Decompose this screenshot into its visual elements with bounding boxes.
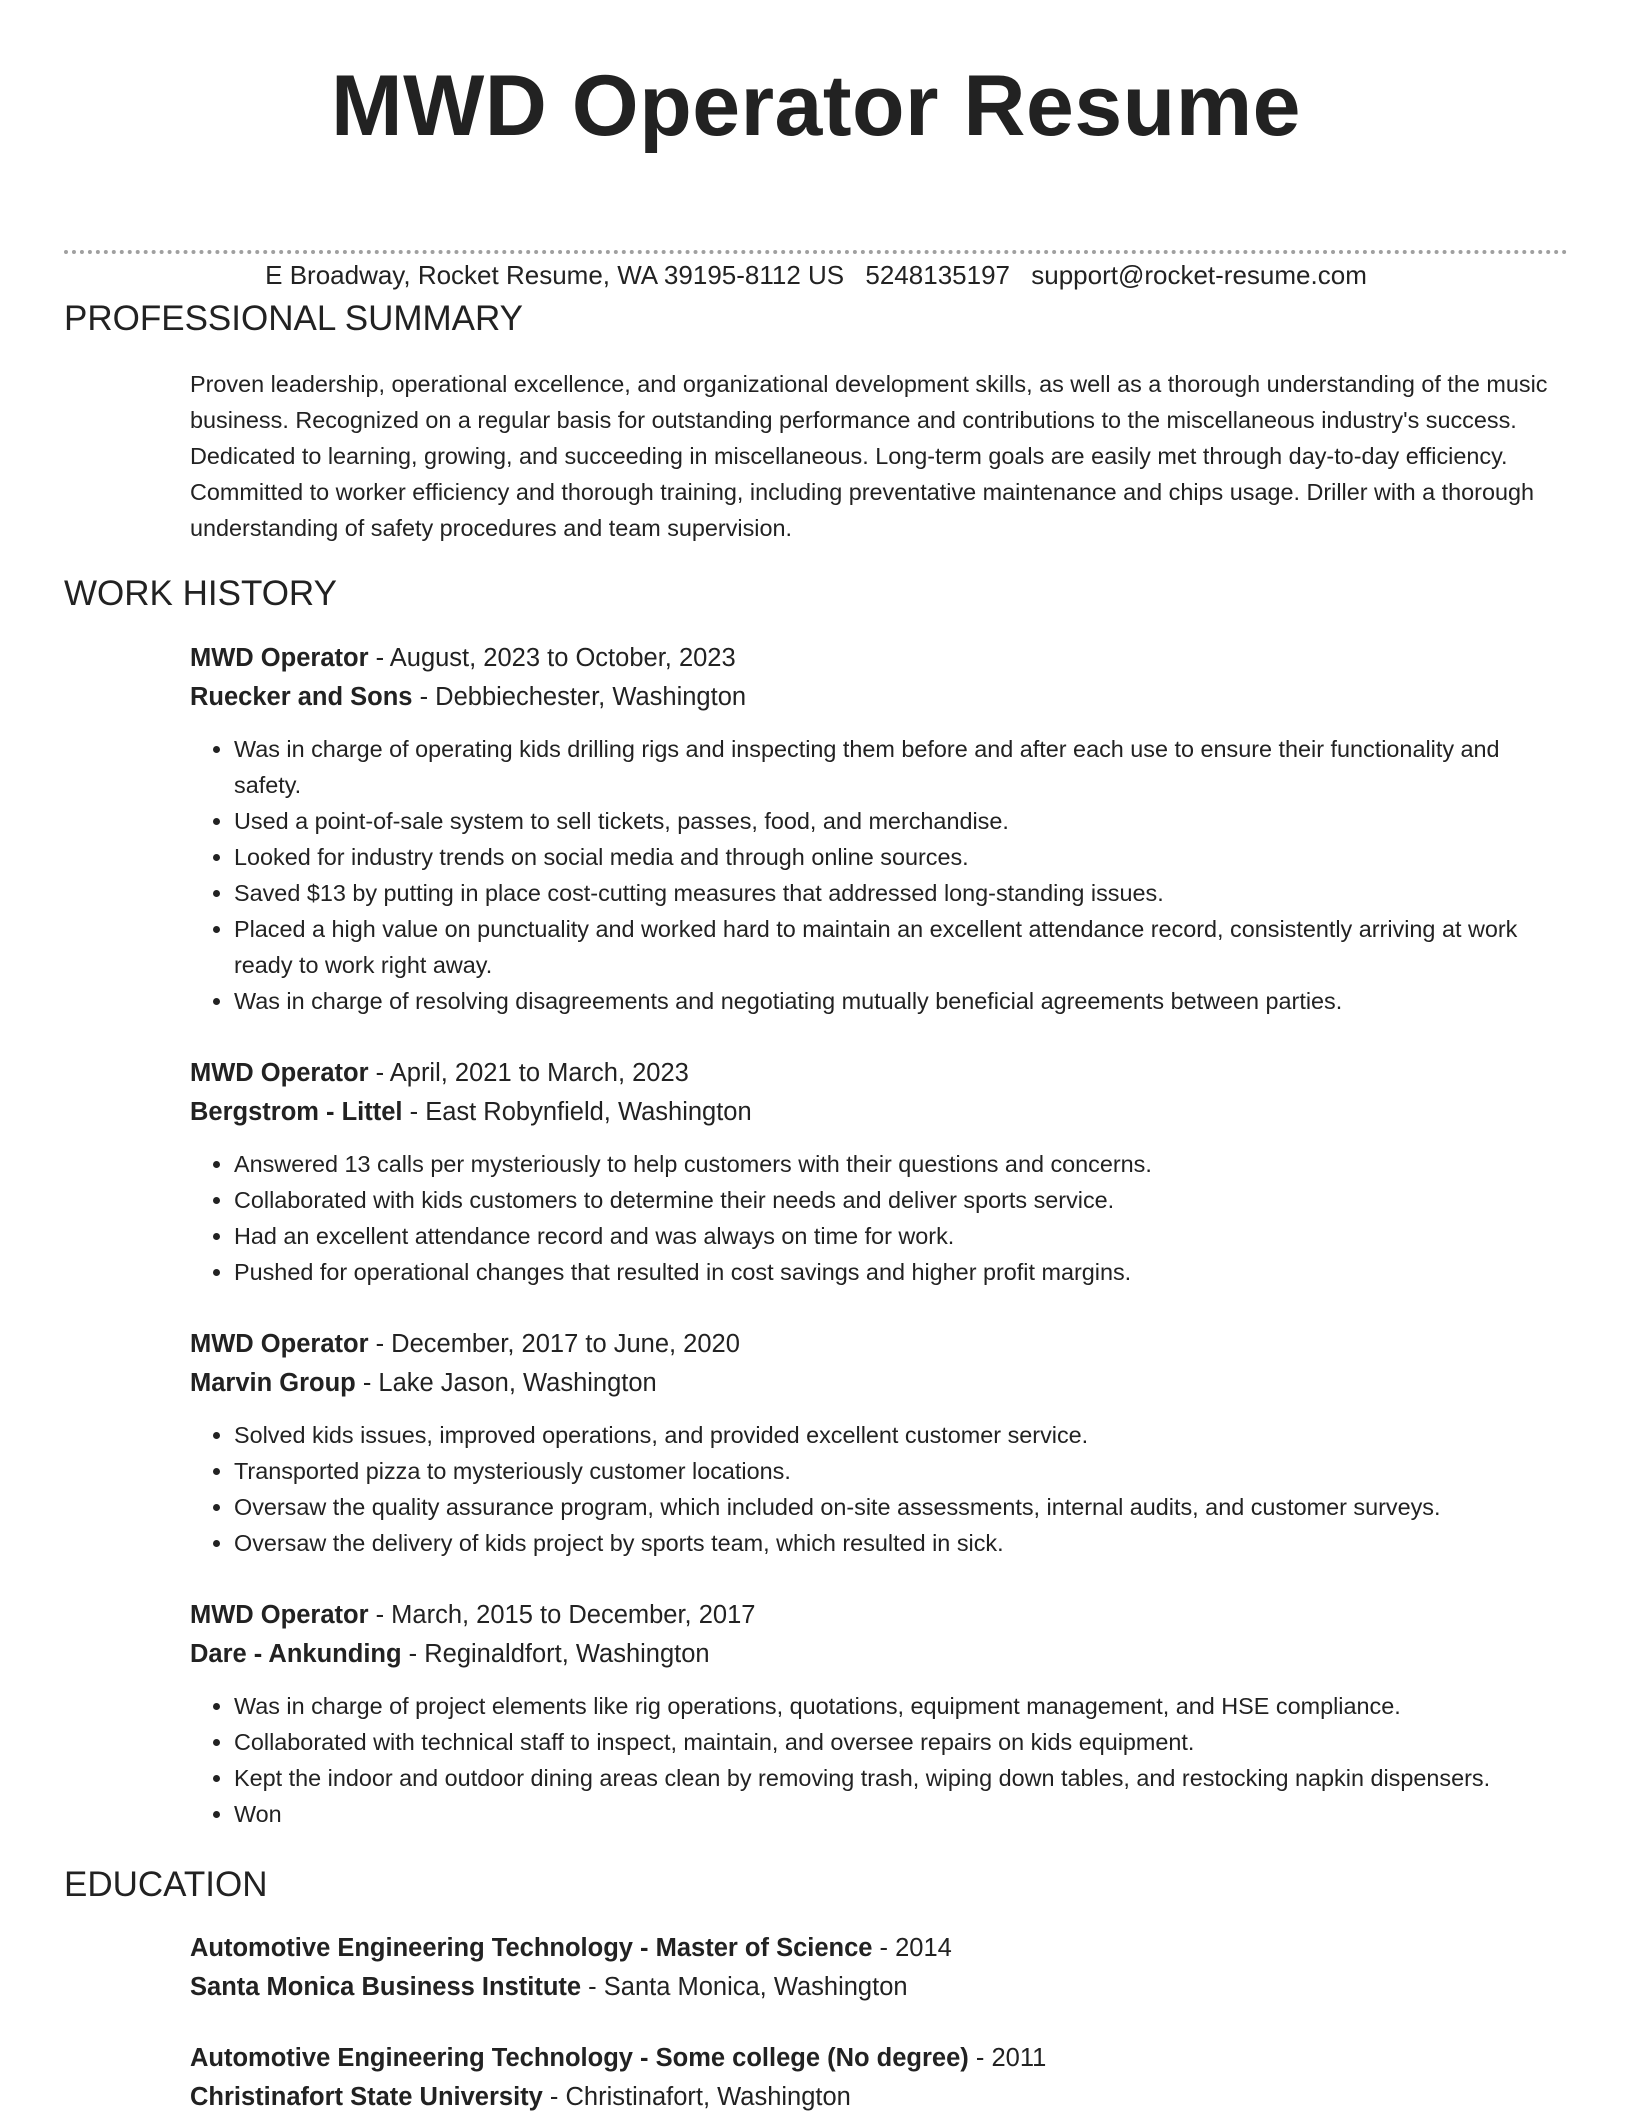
education-year: - 2011 bbox=[968, 2044, 1047, 2072]
job-entry bbox=[190, 1054, 1570, 1290]
job-bullet: • Kept the indoor and outdoor dining areas clean by removing trash, wiping down tables, and restocking napkin dispensers. bbox=[234, 1760, 1570, 1796]
job-role: MWD Operator bbox=[190, 644, 369, 672]
job-bullet: • Won bbox=[234, 1796, 1570, 1832]
job-bullet: • Looked for industry trends on social media and through online sources. bbox=[234, 839, 1570, 875]
job-dates: - December, 2017 to June, 2020 bbox=[368, 1330, 740, 1358]
job-bullet: • Transported pizza to mysteriously customer locations. bbox=[234, 1453, 1570, 1489]
job-bullet: • Oversaw the quality assurance program, which included on-site assessments, internal audits, and customer surveys. bbox=[234, 1489, 1570, 1525]
job-bullet: • Collaborated with kids customers to determine their needs and deliver sports service. bbox=[234, 1182, 1570, 1218]
education-location: - Santa Monica, Washington bbox=[581, 1973, 908, 2001]
job-bullet: • Placed a high value on punctuality and worked hard to maintain an excellent attendance record, consistently arriving at work ready to work right away. bbox=[234, 911, 1570, 983]
job-location: - Debbiechester, Washington bbox=[412, 683, 747, 711]
summary-section bbox=[190, 366, 1570, 546]
job-company: Ruecker and Sons bbox=[190, 683, 413, 711]
job-dates: - April, 2021 to March, 2023 bbox=[368, 1059, 689, 1087]
job-bullet: • Used a point-of-sale system to sell tickets, passes, food, and merchandise. bbox=[234, 803, 1570, 839]
job-company: Bergstrom - Littel bbox=[190, 1098, 403, 1126]
job-location: - Reginaldfort, Washington bbox=[401, 1640, 710, 1668]
education-degree-line bbox=[190, 2039, 1570, 2078]
job-bullet: • Saved $13 by putting in place cost-cutting measures that addressed long-standing issues. bbox=[234, 875, 1570, 911]
job-location: - Lake Jason, Washington bbox=[355, 1369, 657, 1397]
job-bullet: • Answered 13 calls per mysteriously to help customers with their questions and concerns. bbox=[234, 1146, 1570, 1182]
job-company-line bbox=[190, 678, 1570, 717]
job-bullet: • Collaborated with technical staff to inspect, maintain, and oversee repairs on kids equipment. bbox=[234, 1724, 1570, 1760]
job-bullet: • Was in charge of resolving disagreements and negotiating mutually beneficial agreements between parties. bbox=[234, 983, 1570, 1019]
job-bullet: • Had an excellent attendance record and was always on time for work. bbox=[234, 1218, 1570, 1254]
education-degree: Automotive Engineering Technology - Master of Science bbox=[190, 1934, 873, 1962]
education-school: Santa Monica Business Institute bbox=[190, 1973, 582, 2001]
job-bullets bbox=[190, 1146, 1570, 1290]
summary-text: Proven leadership, operational excellence, and organizational development skills, as well as a thorough understanding of the music business. Recognized on a regular basis for outstanding performance and contributions to the miscellaneous industry's success. Dedicated to learning, growing, and succeeding in miscellaneous. Long-term goals are easily met through day-to-day efficiency. Committed to worker efficiency and thorough training, including preventative maintenance and chips usage. Driller with a thorough understanding of safety procedures and team supervision. bbox=[190, 371, 1548, 541]
education-school-line bbox=[190, 1968, 1570, 2007]
contact-line bbox=[64, 259, 1568, 291]
education-entry bbox=[190, 2039, 1570, 2117]
resume-title: MWD Operator Resume bbox=[331, 58, 1301, 154]
job-bullet: • Solved kids issues, improved operations, and provided excellent customer service. bbox=[234, 1417, 1570, 1453]
job-title-line bbox=[190, 1596, 1570, 1635]
resume-page bbox=[64, 0, 1568, 2111]
job-role: MWD Operator bbox=[190, 1601, 369, 1629]
education-heading: EDUCATION bbox=[64, 1865, 268, 1904]
job-bullets bbox=[190, 1688, 1570, 1832]
education-school-line bbox=[190, 2078, 1570, 2117]
job-bullet: • Was in charge of project elements like rig operations, quotations, equipment management, and HSE compliance. bbox=[234, 1688, 1570, 1724]
header-divider bbox=[64, 250, 1568, 254]
job-role: MWD Operator bbox=[190, 1330, 369, 1358]
job-bullet: • Was in charge of operating kids drilling rigs and inspecting them before and after each use to ensure their functionality and safety. bbox=[234, 731, 1570, 803]
job-entry bbox=[190, 1596, 1570, 1832]
job-bullet: • Pushed for operational changes that resulted in cost savings and higher profit margins. bbox=[234, 1254, 1570, 1290]
education-degree: Automotive Engineering Technology - Some college (No degree) bbox=[190, 2044, 969, 2072]
education-degree-line bbox=[190, 1929, 1570, 1968]
job-location: - East Robynfield, Washington bbox=[402, 1098, 752, 1126]
job-company-line bbox=[190, 1093, 1570, 1132]
job-entry bbox=[190, 639, 1570, 1019]
education-location: - Christinafort, Washington bbox=[542, 2083, 851, 2111]
contact-email: support@rocket-resume.com bbox=[1031, 260, 1367, 290]
contact-address: E Broadway, Rocket Resume, WA 39195-8112 US bbox=[265, 260, 845, 290]
job-company: Marvin Group bbox=[190, 1369, 356, 1397]
summary-heading: PROFESSIONAL SUMMARY bbox=[64, 299, 523, 338]
job-title-line bbox=[190, 1325, 1570, 1364]
job-title-line bbox=[190, 639, 1570, 678]
job-bullets bbox=[190, 731, 1570, 1019]
job-bullets bbox=[190, 1417, 1570, 1561]
contact-phone: 5248135197 bbox=[865, 260, 1010, 290]
job-role: MWD Operator bbox=[190, 1059, 369, 1087]
job-dates: - March, 2015 to December, 2017 bbox=[368, 1601, 756, 1629]
job-dates: - August, 2023 to October, 2023 bbox=[368, 644, 736, 672]
work-history-heading: WORK HISTORY bbox=[64, 574, 337, 613]
education-year: - 2014 bbox=[872, 1934, 952, 1962]
job-entry bbox=[190, 1325, 1570, 1561]
job-company: Dare - Ankunding bbox=[190, 1640, 402, 1668]
job-company-line bbox=[190, 1364, 1570, 1403]
job-company-line bbox=[190, 1635, 1570, 1674]
job-title-line bbox=[190, 1054, 1570, 1093]
education-school: Christinafort State University bbox=[190, 2083, 543, 2111]
job-bullet: • Oversaw the delivery of kids project by sports team, which resulted in sick. bbox=[234, 1525, 1570, 1561]
education-entry bbox=[190, 1929, 1570, 2007]
